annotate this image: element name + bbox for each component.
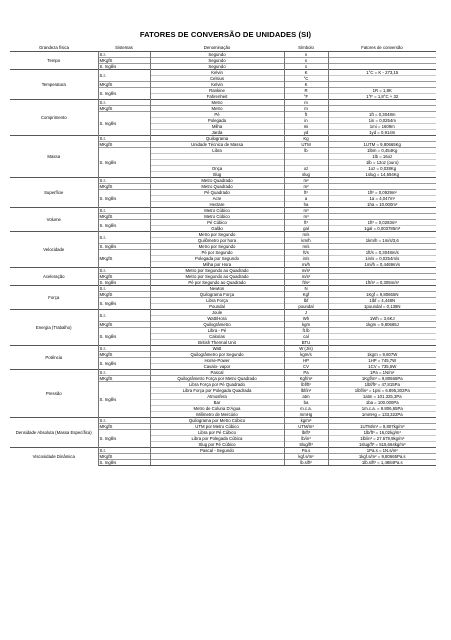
cell-denominacao: Kelvin — [150, 70, 284, 76]
cell-simbolo: in/s — [284, 256, 328, 262]
cell-simbolo: m³ — [284, 214, 328, 220]
cell-sistema: S. Inglês — [98, 64, 150, 70]
cell-denominacao: Segundo — [150, 64, 284, 70]
cell-sistema: S.I. — [98, 346, 150, 352]
cell-sistema: MKgfS — [98, 424, 150, 430]
cell-grandeza: Energia (Trabalho) — [10, 310, 98, 346]
cell-sistema: S.I. — [98, 70, 150, 82]
cell-simbolo: poundal — [284, 304, 328, 310]
cell-denominacao: Quilograma — [150, 136, 284, 142]
cell-grandeza: Superfície — [10, 178, 98, 208]
cell-sistema: S.I. — [98, 100, 150, 106]
cell-fator: 1slug = 14,594Kg — [328, 172, 436, 178]
cell-denominacao: Slug — [150, 172, 284, 178]
cell-simbolo: lbf — [284, 298, 328, 304]
cell-sistema: S. Inglês — [98, 88, 150, 100]
cell-denominacao: Metro por Segundo — [150, 244, 284, 250]
cell-simbolo: Pa — [284, 370, 328, 376]
cell-grandeza: Viscosidade Dinâmica — [10, 448, 98, 466]
cell-denominacao: Atmosfera — [150, 394, 284, 400]
cell-sistema: S.I. — [98, 448, 150, 454]
cell-sistema: MKgfS — [98, 292, 150, 298]
cell-simbolo: lbf/in² — [284, 388, 328, 394]
cell-simbolo: km/h — [284, 238, 328, 244]
cell-grandeza: Aceleração — [10, 268, 98, 286]
cell-sistema: S.I. — [98, 268, 150, 274]
cell-sistema: S.I. — [98, 418, 150, 424]
cell-simbolo: lb/ft³ — [284, 430, 328, 436]
cell-simbolo: UTM/m³ — [284, 424, 328, 430]
cell-fator: 1UTM = 9,80665Kg — [328, 142, 436, 148]
cell-simbolo: ba — [284, 400, 328, 406]
cell-simbolo: kgf.s/m² — [284, 454, 328, 460]
cell-simbolo: W (J/s) — [284, 346, 328, 352]
cell-simbolo: K — [284, 82, 328, 88]
cell-simbolo: ft/s² — [284, 280, 328, 286]
cell-fator: 1slug/ft³ = 515,664kg/m³ — [328, 442, 436, 448]
cell-denominacao: Pé por Segundo ao Quadrado — [150, 280, 284, 286]
cell-fator: 1ha = 10.000m² — [328, 202, 436, 208]
cell-fator: 1lb = 12oz (ouro) — [328, 160, 436, 166]
cell-denominacao: Metro Quadrado — [150, 178, 284, 184]
table-row — [10, 448, 436, 454]
cell-fator: 1lb = 16oz — [328, 154, 436, 160]
cell-simbolo: m/s — [284, 232, 328, 238]
cell-denominacao: Newton — [150, 286, 284, 292]
cell-denominacao: Fahrenheit — [150, 94, 284, 100]
cell-fator: 1lbf = 4,448N — [328, 298, 436, 304]
cell-simbolo: m/s² — [284, 268, 328, 274]
cell-fator: 1ft³ = 0,0283m³ — [328, 220, 436, 226]
header-grandeza: Grandeza física — [10, 44, 98, 52]
header-fatores: Fatores de conversão — [328, 44, 436, 52]
cell-grandeza: Densidade Absoluta (Massa Específica) — [10, 418, 98, 448]
cell-sistema: S. Inglês — [98, 358, 150, 370]
cell-denominacao: Metro de Coluna D'Água — [150, 406, 284, 412]
cell-fator: 1lbm = 0,454Kg — [328, 148, 436, 154]
cell-simbolo: kg/m³ — [284, 418, 328, 424]
cell-fator: 1in = 0,0254m — [328, 118, 436, 124]
cell-simbolo: Pa.s — [284, 448, 328, 454]
cell-denominacao: Pascal — [150, 370, 284, 376]
cell-fator: 1°C = K - 273,15 — [328, 70, 436, 76]
cell-denominacao — [150, 460, 284, 466]
cell-fator: 1m.c.a. = 9.806,65Pa — [328, 406, 436, 412]
cell-fator: 1Pa.s = 1N.s/m² — [328, 448, 436, 454]
cell-simbolo: s — [284, 58, 328, 64]
cell-denominacao: Milímetro de Mercúrio — [150, 412, 284, 418]
cell-denominacao: Hectare — [150, 202, 284, 208]
cell-sistema: S.I. — [98, 370, 150, 376]
cell-fator: 1mmHg = 133,322Pa — [328, 412, 436, 418]
cell-simbolo: in — [284, 118, 328, 124]
cell-simbolo: a — [284, 196, 328, 202]
cell-sistema: S. Inglês — [98, 460, 150, 466]
cell-grandeza: Velocidade — [10, 232, 98, 268]
cell-simbolo: mmHg — [284, 412, 328, 418]
cell-simbolo: m³ — [284, 208, 328, 214]
cell-denominacao: Milha por Hora — [150, 262, 284, 268]
cell-denominacao: Metro Cúbico — [150, 208, 284, 214]
cell-fator: 1lbf/ft² = 47,815Pa — [328, 382, 436, 388]
cell-denominacao: Metro — [150, 100, 284, 106]
cell-fator: 1kgm = 9,807W — [328, 352, 436, 358]
cell-denominacao: Metro — [150, 106, 284, 112]
cell-simbolo: oz — [284, 166, 328, 172]
cell-denominacao: Metro por Segundo — [150, 232, 284, 238]
cell-fator: 1Kgf = 9,80665N — [328, 292, 436, 298]
cell-fator: 1gal = 0,003785m³ — [328, 226, 436, 232]
cell-denominacao: Quilograma por Metro Cúbico — [150, 418, 284, 424]
cell-fator: 1ft/s² = 0,305m/s² — [328, 280, 436, 286]
cell-simbolo: J — [284, 310, 328, 316]
cell-sistema: MKgfS — [98, 250, 150, 268]
cell-sistema: MKgfS — [98, 454, 150, 460]
cell-sistema: S.I. — [98, 232, 150, 244]
cell-simbolo: ft² — [284, 190, 328, 196]
cell-denominacao: Calorias — [150, 334, 284, 340]
cell-simbolo: m/s — [284, 244, 328, 250]
cell-denominacao: Kelvin — [150, 82, 284, 88]
cell-simbolo: °F — [284, 94, 328, 100]
cell-sistema: S. Inglês — [98, 382, 150, 418]
cell-fator: 1Wh = 3,6KJ — [328, 316, 436, 322]
cell-fator: 1kgm = 9,80665J — [328, 322, 436, 328]
cell-denominacao: Segundo — [150, 52, 284, 58]
cell-fator: 1mi = 1609m — [328, 124, 436, 130]
cell-denominacao: Metro por Segundo ao Quadrado — [150, 268, 284, 274]
header-denominacao: Denominação — [150, 44, 284, 52]
cell-simbolo: Wh — [284, 316, 328, 322]
cell-simbolo: N — [284, 286, 328, 292]
cell-simbolo: m/s² — [284, 274, 328, 280]
cell-sistema: S. Inglês — [98, 328, 150, 346]
cell-sistema: MKgfS — [98, 322, 150, 328]
cell-sistema: MKgfS — [98, 106, 150, 112]
cell-simbolo: Kgf/m² — [284, 376, 328, 382]
cell-fator: 1HP = 745,7W — [328, 358, 436, 364]
cell-denominacao: Watt/Hora — [150, 316, 284, 322]
cell-simbolo: mi — [284, 124, 328, 130]
cell-simbolo: Kg — [284, 136, 328, 142]
cell-simbolo: lbf/ft² — [284, 382, 328, 388]
cell-fator: 1kgf.s/m² = 9,80665Pa.s — [328, 454, 436, 460]
cell-denominacao: Quilômetro por hora — [150, 238, 284, 244]
cell-sistema: S.I. — [98, 310, 150, 322]
cell-simbolo: K — [284, 70, 328, 76]
cell-denominacao: Onça — [150, 166, 284, 172]
cell-fator: 1mi/h = 0,4469m/s — [328, 262, 436, 268]
cell-denominacao: Libra Força por Polegada Quadrada — [150, 388, 284, 394]
cell-simbolo: BTU — [284, 340, 328, 346]
cell-sistema: S.I. — [98, 52, 150, 58]
cell-sistema: S. Inglês — [98, 148, 150, 178]
table-header-row — [10, 44, 436, 52]
cell-simbolo: slug — [284, 172, 328, 178]
cell-simbolo: lb — [284, 148, 328, 154]
cell-denominacao: Pé por Segundo — [150, 250, 284, 256]
cell-denominacao: Galão — [150, 226, 284, 232]
cell-denominacao: Quilograma Força — [150, 292, 284, 298]
cell-simbolo: ft.lb — [284, 328, 328, 334]
cell-denominacao: Libra Força por Pé Quadrado — [150, 382, 284, 388]
cell-denominacao: Acre — [150, 196, 284, 202]
cell-denominacao: Quilogrâmetro por Segundo — [150, 352, 284, 358]
cell-sistema: S.I. — [98, 178, 150, 184]
cell-fator: 1ft/s = 0,3048m/s — [328, 250, 436, 256]
cell-denominacao: Cavalo- vapor — [150, 364, 284, 370]
cell-fator: 1a = 4,047m² — [328, 196, 436, 202]
cell-denominacao: Celsius — [150, 76, 284, 82]
cell-fator: 1ft² = 0,0929m² — [328, 190, 436, 196]
cell-denominacao: Libra - Pé — [150, 328, 284, 334]
cell-simbolo: Kgf — [284, 292, 328, 298]
cell-simbolo: yd — [284, 130, 328, 136]
cell-denominacao: Joule — [150, 310, 284, 316]
cell-denominacao: Watt — [150, 346, 284, 352]
cell-denominacao: Milha — [150, 124, 284, 130]
cell-fator: 1lb.s/ft² = 1,4884Pa.s — [328, 460, 436, 466]
cell-sistema: MKgfS — [98, 376, 150, 382]
cell-grandeza: Tempo — [10, 52, 98, 70]
cell-simbolo: kgm/s — [284, 352, 328, 358]
cell-simbolo: m² — [284, 184, 328, 190]
cell-fator: 1CV = 735,5W — [328, 364, 436, 370]
cell-denominacao: Unidade Técnica de Massa — [150, 142, 284, 148]
cell-denominacao: Libra Força — [150, 298, 284, 304]
header-sistemas: Sistemas — [98, 44, 150, 52]
cell-simbolo: m — [284, 106, 328, 112]
cell-denominacao: Libra por Pé Cúbico — [150, 430, 284, 436]
cell-simbolo: ft³ — [284, 220, 328, 226]
cell-fator: 1poundal = 0,138N — [328, 304, 436, 310]
table-row — [10, 370, 436, 376]
cell-denominacao: Jarda — [150, 130, 284, 136]
cell-denominacao: Polegada por Segundo — [150, 256, 284, 262]
conversion-table — [10, 44, 436, 466]
cell-denominacao: Libra — [150, 148, 284, 154]
cell-denominacao: Segundo — [150, 58, 284, 64]
cell-sistema: MKgfS — [98, 142, 150, 148]
cell-denominacao: Quilogrâmetro Força por Metro Quadrado — [150, 376, 284, 382]
cell-sistema: S. Inglês — [98, 280, 150, 286]
cell-sistema: MKgfS — [98, 184, 150, 190]
cell-grandeza: Massa — [10, 136, 98, 178]
cell-denominacao: Libra por Polegada Cúbica — [150, 436, 284, 442]
cell-simbolo: UTM — [284, 142, 328, 148]
cell-fator: 1oz = 0,028Kg — [328, 166, 436, 172]
cell-sistema: MKgfS — [98, 214, 150, 220]
cell-simbolo: R — [284, 88, 328, 94]
cell-sistema: MKgfS — [98, 274, 150, 280]
cell-denominacao: Polegada — [150, 118, 284, 124]
cell-fator: 1lbf/in² = 1psi = 6.895,302Pa — [328, 388, 436, 394]
cell-simbolo: mi/h — [284, 262, 328, 268]
cell-fator: 1ba = 100.000Pa — [328, 400, 436, 406]
cell-simbolo: lb.s/ft² — [284, 460, 328, 466]
cell-simbolo: m — [284, 100, 328, 106]
cell-fator: 1yd = 0,914m — [328, 130, 436, 136]
cell-grandeza: Pressão — [10, 370, 98, 418]
cell-simbolo: ft — [284, 112, 328, 118]
cell-sistema: S. Inglês — [98, 430, 150, 448]
cell-simbolo: °C — [284, 76, 328, 82]
cell-sistema: S. Inglês — [98, 112, 150, 136]
cell-denominacao: Slug por Pé Cúbico — [150, 442, 284, 448]
cell-denominacao: Bar — [150, 400, 284, 406]
cell-denominacao: Pascal - Segundo — [150, 448, 284, 454]
cell-grandeza: Comprimento — [10, 100, 98, 136]
cell-simbolo: atm — [284, 394, 328, 400]
cell-fator: 1ft = 0,3048m — [328, 112, 436, 118]
cell-fator: 1atm = 101.325,3Pa — [328, 394, 436, 400]
cell-fator: 1°F = 1,8°C + 32 — [328, 94, 436, 100]
cell-denominacao: UTM por Metro Cúbico — [150, 424, 284, 430]
cell-denominacao: Pé — [150, 112, 284, 118]
cell-sistema: MKgfS — [98, 58, 150, 64]
cell-fator: 1UTM/m³ = 9,807kg/m³ — [328, 424, 436, 430]
cell-simbolo: ha — [284, 202, 328, 208]
cell-simbolo: m² — [284, 178, 328, 184]
cell-simbolo: s — [284, 52, 328, 58]
cell-sistema: S. Inglês — [98, 190, 150, 208]
cell-sistema: S.I. — [98, 286, 150, 292]
cell-sistema: S. Inglês — [98, 220, 150, 232]
cell-simbolo: cal — [284, 334, 328, 340]
cell-simbolo: m.c.a. — [284, 406, 328, 412]
cell-sistema: S. Inglês — [98, 298, 150, 310]
cell-sistema: MKgfS — [98, 352, 150, 358]
cell-simbolo: lb/in³ — [284, 436, 328, 442]
cell-sistema: S. Inglês — [98, 244, 150, 250]
cell-denominacao: Metro por Segundo ao Quadrado — [150, 274, 284, 280]
cell-sistema: MKgfS — [98, 82, 150, 88]
page-title: FATORES DE CONVERSÃO DE UNIDADES (SI) — [139, 30, 312, 39]
cell-fator: 1km/h = 1m/s/3,6 — [328, 238, 436, 244]
cell-simbolo: CV — [284, 364, 328, 370]
cell-denominacao: British Thermal Unit — [150, 340, 284, 346]
cell-denominacao: Pé Quadrado — [150, 190, 284, 196]
cell-simbolo: HP — [284, 358, 328, 364]
cell-grandeza: Temperatura — [10, 70, 98, 100]
cell-simbolo: gal — [284, 226, 328, 232]
cell-grandeza: Potência — [10, 346, 98, 370]
cell-simbolo: s — [284, 64, 328, 70]
header-simbolo: Símbolo — [284, 44, 328, 52]
cell-sistema: S.I. — [98, 136, 150, 142]
cell-denominacao: Poundal — [150, 304, 284, 310]
cell-simbolo: Slug/ft³ — [284, 442, 328, 448]
cell-fator: 1Pa = 1N/m² — [328, 370, 436, 376]
cell-simbolo: ft/s — [284, 250, 328, 256]
cell-grandeza: Força — [10, 286, 98, 310]
cell-simbolo: kgm — [284, 322, 328, 328]
cell-denominacao: Metro Quadrado — [150, 184, 284, 190]
cell-fator: 1lb/in³ = 27.679,9kg/m³ — [328, 436, 436, 442]
cell-denominacao: Rankine — [150, 88, 284, 94]
cell-fator: 1Kgf/m² = 9,80665Pa — [328, 376, 436, 382]
cell-denominacao: Metro Cúbico — [150, 214, 284, 220]
cell-sistema: S.I. — [98, 208, 150, 214]
cell-denominacao: Pé Cúbico — [150, 220, 284, 226]
cell-fator: 1in/s = 0,0254m/s — [328, 256, 436, 262]
cell-fator: 1lb/ft³ = 16,02kg/m³ — [328, 430, 436, 436]
cell-grandeza: Volume — [10, 208, 98, 232]
cell-denominacao: Quilogrâmetro — [150, 322, 284, 328]
table-body — [10, 52, 436, 466]
cell-denominacao: Horse-Power — [150, 358, 284, 364]
cell-fator: 1R = 1,8K — [328, 88, 436, 94]
